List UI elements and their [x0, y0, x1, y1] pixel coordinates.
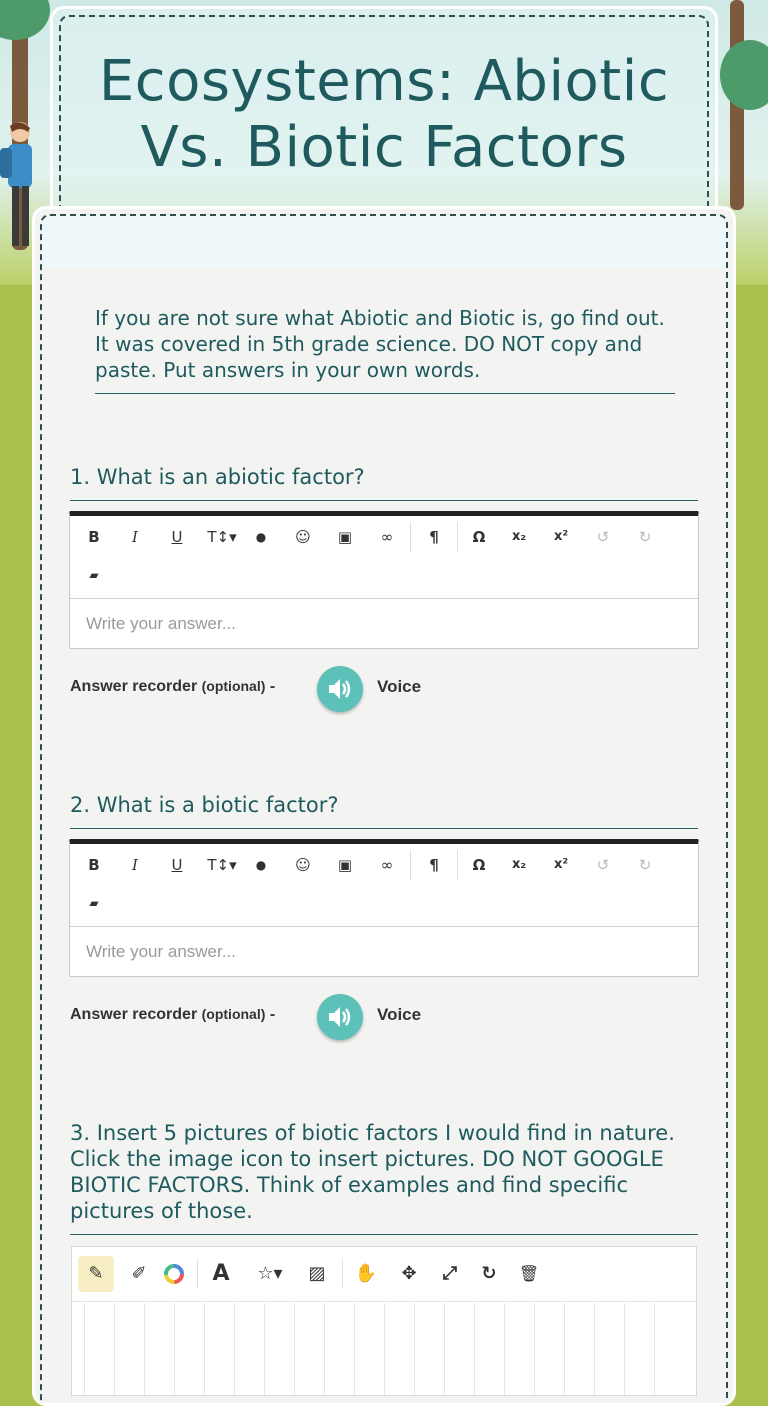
- image-icon[interactable]: ▣: [337, 528, 353, 546]
- special-character-icon[interactable]: Ω: [472, 528, 486, 546]
- link-icon[interactable]: ∞: [380, 528, 394, 546]
- text-tool-icon[interactable]: A: [212, 1261, 230, 1286]
- toolbar-divider: [457, 522, 458, 552]
- question-3: 3. Insert 5 pictures of biotic factors I would find in nature. Click the image icon to insert pictures. DO NOT GOOGLE BIOTIC FACTORS. Think of examples and find specific pictures of those.: [70, 1120, 698, 1235]
- toolbar-divider: [457, 850, 458, 880]
- underline-button[interactable]: U: [171, 528, 183, 546]
- emoji-icon[interactable]: ☺: [295, 856, 311, 874]
- insert-image-icon[interactable]: ▨: [308, 1263, 326, 1284]
- paragraph-icon[interactable]: ¶: [429, 856, 439, 874]
- hand-icon[interactable]: ✋: [354, 1263, 378, 1284]
- paragraph-icon[interactable]: ¶: [429, 528, 439, 546]
- link-icon[interactable]: ∞: [380, 856, 394, 874]
- undo-icon[interactable]: ↺: [596, 856, 610, 874]
- editor-toolbar: [70, 516, 698, 599]
- recorder-optional-text: (optional): [201, 678, 266, 694]
- answer-editor-2: [69, 839, 699, 977]
- text-size-dropdown[interactable]: T↕▾: [207, 856, 237, 874]
- subscript-button[interactable]: x₂: [511, 857, 527, 872]
- undo-icon[interactable]: ↺: [596, 528, 610, 546]
- trash-icon[interactable]: 🗑: [518, 1264, 540, 1283]
- voice-record-button[interactable]: [317, 666, 363, 712]
- voice-label: Voice: [377, 1005, 422, 1024]
- worksheet-top-band: [42, 216, 726, 268]
- canvas-grid: [84, 1303, 684, 1395]
- underline-button[interactable]: U: [171, 856, 183, 874]
- recorder-label-text: Answer recorder: [70, 1006, 198, 1023]
- italic-button[interactable]: I: [132, 856, 138, 874]
- toolbar-divider: [410, 850, 411, 880]
- drawing-toolbar: [72, 1247, 696, 1302]
- move-icon[interactable]: ✥: [401, 1263, 417, 1284]
- subscript-button[interactable]: x₂: [511, 529, 527, 544]
- redo-icon[interactable]: ↻: [638, 856, 652, 874]
- recorder-dash: -: [269, 678, 276, 695]
- drawing-canvas[interactable]: [71, 1246, 697, 1396]
- shapes-star-icon[interactable]: ☆▾: [257, 1263, 283, 1284]
- answer-recorder-2: [70, 994, 470, 1044]
- voice-label: Voice: [377, 677, 422, 696]
- superscript-button[interactable]: x²: [553, 857, 569, 872]
- answer-recorder-label: [70, 678, 275, 696]
- toolbar-divider: [410, 522, 411, 552]
- recorder-optional-text: (optional): [201, 1006, 266, 1022]
- question-1: 1. What is an abiotic factor?: [70, 464, 698, 501]
- toolbar-divider: [197, 1259, 198, 1289]
- image-icon[interactable]: ▣: [337, 856, 353, 874]
- answer-input-2[interactable]: [70, 927, 698, 977]
- recorder-label-text: Answer recorder: [70, 678, 198, 695]
- instructions-text: If you are not sure what Abiotic and Biotic is, go find out. It was covered in 5th grade science. DO NOT copy and paste. Put answers in your own words.: [95, 305, 675, 394]
- text-color-icon[interactable]: ●: [255, 858, 267, 872]
- superscript-button[interactable]: x²: [553, 529, 569, 544]
- voice-record-button[interactable]: [317, 994, 363, 1040]
- redo-icon[interactable]: ↻: [638, 528, 652, 546]
- header-card: [50, 6, 718, 236]
- speaker-icon: [326, 675, 354, 703]
- text-size-dropdown[interactable]: T↕▾: [207, 528, 237, 546]
- special-character-icon[interactable]: Ω: [472, 856, 486, 874]
- italic-button[interactable]: I: [132, 528, 138, 546]
- brush-icon[interactable]: ✐: [131, 1263, 147, 1284]
- answer-editor-1: [69, 511, 699, 649]
- page-title: Ecosystems: Abiotic Vs. Biotic Factors: [98, 49, 670, 180]
- answer-recorder-label: [70, 1006, 275, 1024]
- clear-format-icon[interactable]: ▰: [89, 568, 99, 582]
- answer-input-1[interactable]: [70, 599, 698, 649]
- emoji-icon[interactable]: ☺: [295, 528, 311, 546]
- rotate-icon[interactable]: ↻: [481, 1263, 497, 1284]
- bold-button[interactable]: B: [88, 528, 100, 546]
- bold-button[interactable]: B: [88, 856, 100, 874]
- speaker-icon: [326, 1003, 354, 1031]
- editor-toolbar: [70, 844, 698, 927]
- question-2: 2. What is a biotic factor?: [70, 792, 698, 829]
- text-color-icon[interactable]: ●: [255, 530, 267, 544]
- pencil-icon[interactable]: ✎: [78, 1256, 114, 1292]
- clear-format-icon[interactable]: ▰: [89, 896, 99, 910]
- answer-recorder-1: [70, 666, 470, 716]
- expand-icon[interactable]: ⤢: [442, 1263, 458, 1284]
- toolbar-divider: [342, 1259, 343, 1289]
- recorder-dash: -: [269, 1006, 276, 1023]
- color-wheel-icon[interactable]: [156, 1256, 192, 1292]
